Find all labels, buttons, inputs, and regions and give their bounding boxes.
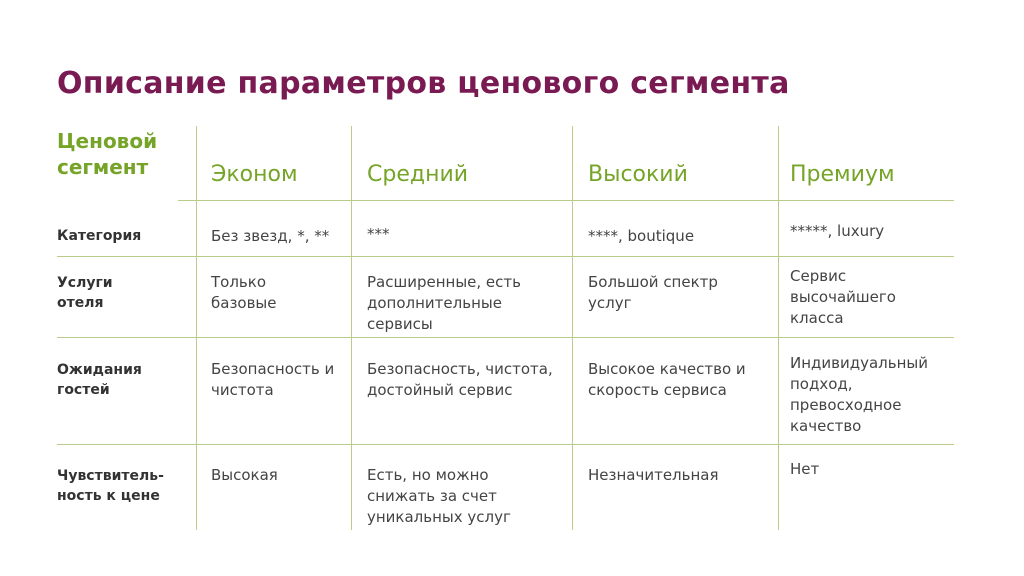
cell-services-medium: Расширенные, есть дополнительные сервисы [367, 273, 521, 333]
row-label-price-sensitivity: Чувствитель-ность к цене [57, 468, 164, 504]
cell-category-premium: *****, luxury [790, 222, 885, 240]
cell-sensitivity-medium: Есть, но можно снижать за счет уникальных услуг [367, 466, 511, 526]
cell-sensitivity-high: Незначительная [588, 466, 719, 484]
column-divider [778, 126, 779, 530]
column-header-premium: Премиум [790, 162, 895, 187]
row-divider [57, 444, 954, 445]
column-header-high: Высокий [588, 162, 688, 187]
cell-services-econom: Только базовые [211, 273, 277, 312]
cell-expectations-premium: Индивидуальный подход, превосходное качество [790, 354, 929, 435]
column-header-econom: Эконом [211, 162, 298, 187]
column-divider [351, 126, 352, 530]
cell-expectations-medium: Безопасность, чистота, достойный сервис [367, 360, 553, 399]
row-divider [57, 256, 954, 257]
row-label-hotel-services: Услуги отеля [57, 275, 113, 311]
cell-services-premium: Сервис высочайшего класса [790, 267, 896, 327]
cell-services-high: Большой спектр услуг [588, 273, 718, 312]
column-divider [572, 126, 573, 530]
cell-sensitivity-econom: Высокая [211, 466, 278, 484]
column-divider [196, 126, 197, 530]
column-header-medium: Средний [367, 162, 469, 187]
cell-expectations-high: Высокое качество и скорость сервиса [588, 360, 746, 399]
row-divider [178, 200, 954, 201]
cell-category-medium: *** [367, 225, 390, 243]
corner-header: Ценовой сегмент [57, 129, 158, 179]
slide-title: Описание параметров ценового сегмента [57, 66, 790, 101]
row-divider [57, 337, 954, 338]
cell-sensitivity-premium: Нет [790, 460, 820, 478]
cell-category-high: ****, boutique [588, 227, 695, 245]
cell-category-econom: Без звезд, *, ** [211, 227, 330, 245]
cell-expectations-econom: Безопасность и чистота [211, 360, 335, 399]
row-label-guest-expectations: Ожидания гостей [57, 362, 142, 398]
row-label-category: Категория [57, 228, 142, 244]
